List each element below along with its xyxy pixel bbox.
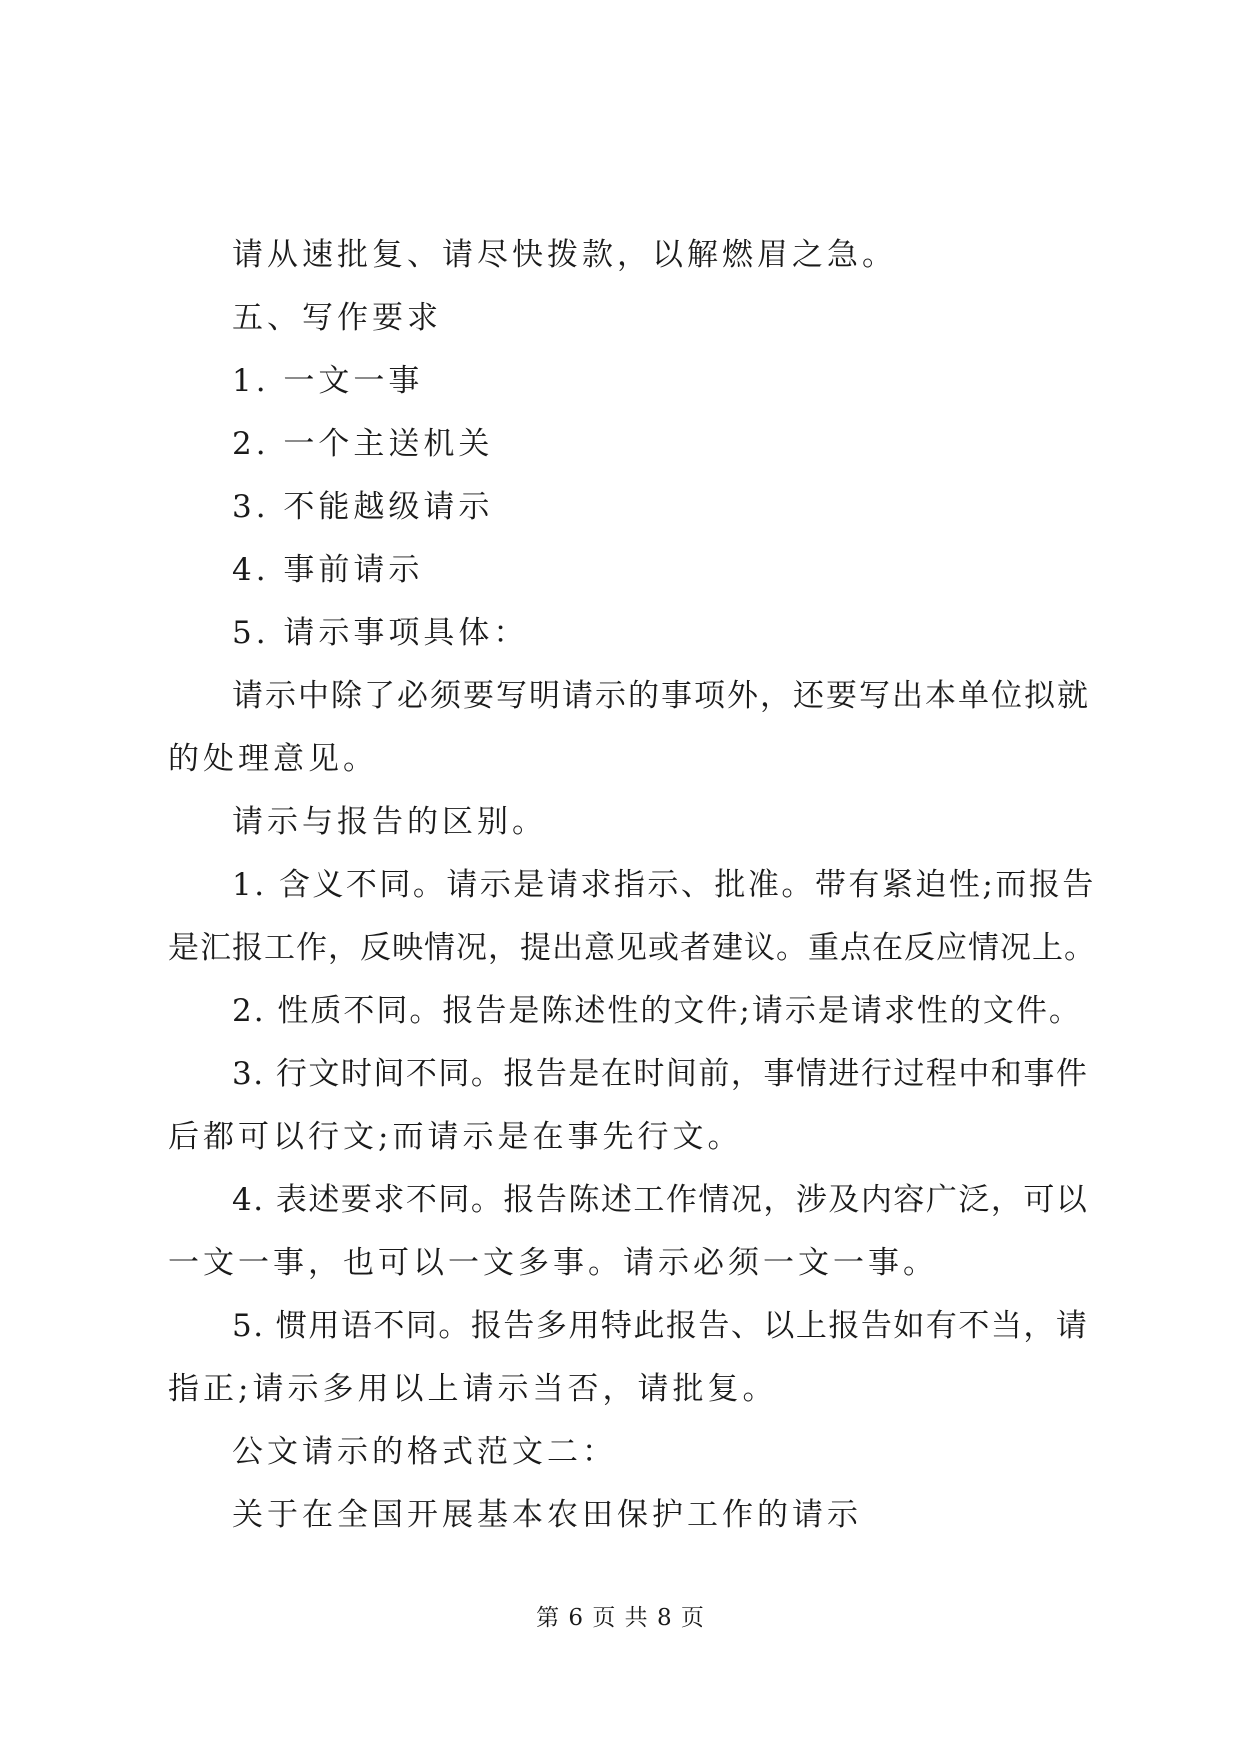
paragraph-line: 的处理意见。 (168, 741, 378, 777)
paragraph-line: 是汇报工作，反映情况，提出意见或者建议。重点在反应情况上。 (168, 930, 1096, 966)
list-item: 1. 一文一事 (232, 363, 424, 399)
list-item: 3. 不能越级请示 (232, 489, 494, 525)
paragraph-line: 2. 性质不同。报告是陈述性的文件;请示是请求性的文件。 (232, 993, 1082, 1029)
paragraph-line: 一文一事，也可以一文多事。请示必须一文一事。 (168, 1245, 938, 1281)
list-item: 2. 一个主送机关 (232, 426, 494, 462)
paragraph-line: 公文请示的格式范文二： (232, 1434, 617, 1470)
paragraph-line: 请从速批复、请尽快拨款，以解燃眉之急。 (232, 237, 897, 273)
paragraph-line: 后都可以行文;而请示是在事先行文。 (168, 1119, 743, 1155)
paragraph-line: 请示中除了必须要写明请示的事项外，还要写出本单位拟就 (232, 678, 1090, 714)
paragraph-line: 指正;请示多用以上请示当否，请批复。 (168, 1371, 778, 1407)
paragraph-line: 4. 表述要求不同。报告陈述工作情况，涉及内容广泛，可以 (232, 1182, 1089, 1218)
document-title: 关于在全国开展基本农田保护工作的请示 (232, 1497, 862, 1533)
list-item: 5. 请示事项具体： (232, 615, 529, 651)
paragraph-line: 1. 含义不同。请示是请求指示、批准。带有紧迫性;而报告 (232, 867, 1096, 903)
paragraph-line: 5. 惯用语不同。报告多用特此报告、以上报告如有不当，请 (232, 1308, 1089, 1344)
page-footer: 第 6 页 共 8 页 (536, 1605, 705, 1631)
paragraph-line: 请示与报告的区别。 (232, 804, 547, 840)
section-heading: 五、写作要求 (232, 300, 442, 336)
paragraph-line: 3. 行文时间不同。报告是在时间前，事情进行过程中和事件 (232, 1056, 1089, 1092)
list-item: 4. 事前请示 (232, 552, 424, 588)
